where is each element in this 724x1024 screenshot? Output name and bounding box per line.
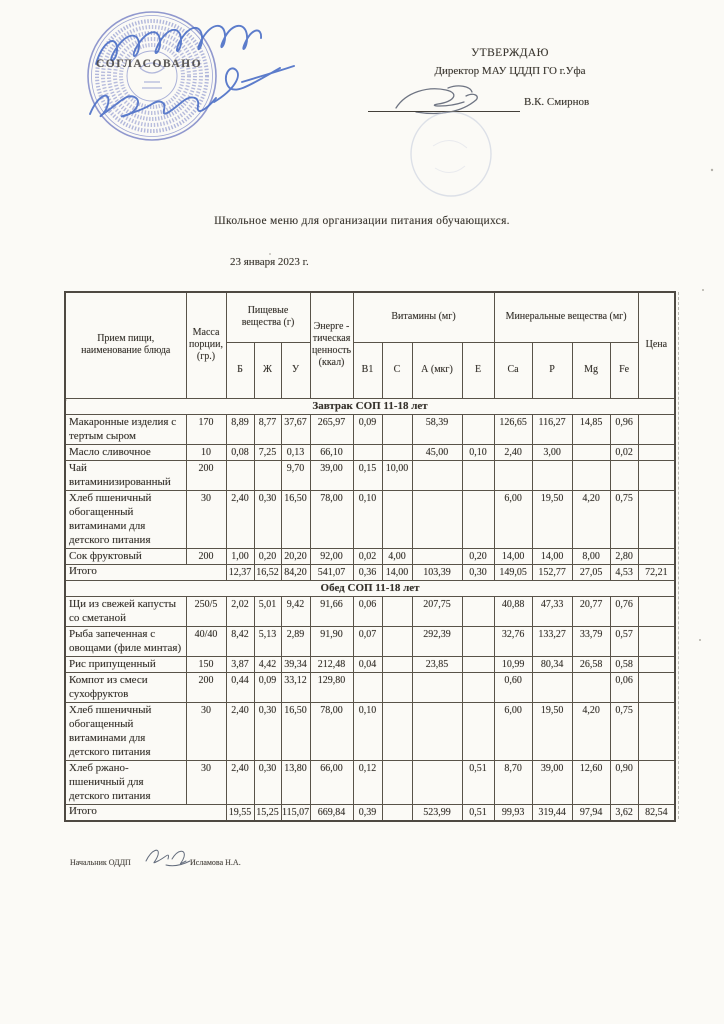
cell-value: 10,99 [494, 656, 532, 672]
col-header-dish: Прием пищи, наименование блюда [65, 292, 186, 398]
cell-value: 40,88 [494, 596, 532, 626]
col-header-carbs: У [281, 342, 310, 398]
cell-value: 0,02 [353, 548, 382, 564]
col-header-fat: Ж [254, 342, 281, 398]
cell-value: 37,67 [281, 414, 310, 444]
total-value: 152,77 [532, 564, 572, 580]
cell-value: 0,58 [610, 656, 638, 672]
cell-value: 0,30 [254, 490, 281, 548]
total-value: 523,99 [412, 804, 462, 821]
cell-value: 45,00 [412, 444, 462, 460]
dish-name: Хлеб пшеничный обогащенный витаминами для детского питания [65, 490, 186, 548]
cell-value: 33,12 [281, 672, 310, 702]
cell-value: 80,34 [532, 656, 572, 672]
cell-value: 0,96 [610, 414, 638, 444]
col-header-b1: В1 [353, 342, 382, 398]
cell-value: 66,10 [310, 444, 353, 460]
total-value: 0,51 [462, 804, 494, 821]
col-group-vitamins: Витамины (мг) [353, 292, 494, 342]
total-value: 3,62 [610, 804, 638, 821]
cell-value: 0,20 [254, 548, 281, 564]
col-header-c: С [382, 342, 412, 398]
document-date: 23 января 2023 г. [230, 256, 309, 268]
cell-value: 78,00 [310, 490, 353, 548]
approve-heading: УТВЕРЖДАЮ [471, 47, 549, 59]
total-value: 16,52 [254, 564, 281, 580]
col-group-nutrients: Пищевые вещества (г) [226, 292, 310, 342]
cell-value: 2,02 [226, 596, 254, 626]
col-header-protein: Б [226, 342, 254, 398]
cell-value: 0,10 [462, 444, 494, 460]
total-value: 19,55 [226, 804, 254, 821]
total-value: 14,00 [382, 564, 412, 580]
cell-value: 2,89 [281, 626, 310, 656]
total-value: 103,39 [412, 564, 462, 580]
total-label: Итого [65, 564, 226, 580]
cell-value: 6,00 [494, 702, 532, 760]
col-header-mass: Масса порции, (гр.) [186, 292, 226, 398]
total-value: 0,39 [353, 804, 382, 821]
cell-value: 0,76 [610, 596, 638, 626]
cell-value: 0,06 [353, 596, 382, 626]
cell-value: 6,00 [494, 490, 532, 548]
total-value: 97,94 [572, 804, 610, 821]
total-value: 0,30 [462, 564, 494, 580]
col-header-price: Цена [638, 292, 675, 398]
cell-value: 3,00 [532, 444, 572, 460]
cell-value: 265,97 [310, 414, 353, 444]
cell-value: 14,00 [532, 548, 572, 564]
cell-value: 91,90 [310, 626, 353, 656]
cell-value: 19,50 [532, 702, 572, 760]
cell-value: 92,00 [310, 548, 353, 564]
total-value: 82,54 [638, 804, 675, 821]
dish-name: Макаронные изделия с тертым сыром [65, 414, 186, 444]
cell-value: 0,09 [353, 414, 382, 444]
cell-value: 0,15 [353, 460, 382, 490]
cell-value: 3,87 [226, 656, 254, 672]
cell-value: 4,42 [254, 656, 281, 672]
cell-value: 200 [186, 548, 226, 564]
cell-value: 5,13 [254, 626, 281, 656]
dish-name: Сок фруктовый [65, 548, 186, 564]
cell-value: 20,77 [572, 596, 610, 626]
cell-value: 0,60 [494, 672, 532, 702]
cell-value: 8,42 [226, 626, 254, 656]
dish-name: Хлеб пшеничный обогащенный витаминами для детского питания [65, 702, 186, 760]
total-value: 72,21 [638, 564, 675, 580]
cell-value: 292,39 [412, 626, 462, 656]
section-title: Завтрак СОП 11-18 лет [65, 398, 675, 414]
cell-value: 0,90 [610, 760, 638, 804]
cell-value: 7,25 [254, 444, 281, 460]
dish-name: Хлеб ржано-пшеничный для детского питания [65, 760, 186, 804]
cell-value: 13,80 [281, 760, 310, 804]
cell-value: 2,40 [226, 760, 254, 804]
cell-value: 212,48 [310, 656, 353, 672]
total-value: 149,05 [494, 564, 532, 580]
cell-value: 0,07 [353, 626, 382, 656]
total-value: 15,25 [254, 804, 281, 821]
cell-value: 30 [186, 702, 226, 760]
cell-value: 8,70 [494, 760, 532, 804]
section-title: Обед СОП 11-18 лет [65, 580, 675, 596]
total-value: 669,84 [310, 804, 353, 821]
col-group-minerals: Минеральные вещества (мг) [494, 292, 638, 342]
cell-value: 20,20 [281, 548, 310, 564]
cell-value: 30 [186, 490, 226, 548]
cell-value: 9,70 [281, 460, 310, 490]
cell-value: 14,85 [572, 414, 610, 444]
cell-value: 4,20 [572, 702, 610, 760]
cell-value: 19,50 [532, 490, 572, 548]
total-value: 319,44 [532, 804, 572, 821]
cell-value: 58,39 [412, 414, 462, 444]
cell-value: 39,00 [532, 760, 572, 804]
agreed-stamp-label: СОГЛАСОВАНО [96, 58, 203, 70]
cell-value: 250/5 [186, 596, 226, 626]
col-header-ca: Ca [494, 342, 532, 398]
cell-value: 66,00 [310, 760, 353, 804]
total-value: 115,07 [281, 804, 310, 821]
dish-name: Рис припущенный [65, 656, 186, 672]
cell-value: 133,27 [532, 626, 572, 656]
cell-value: 126,65 [494, 414, 532, 444]
cell-value: 0,06 [610, 672, 638, 702]
cell-value: 8,77 [254, 414, 281, 444]
cell-value: 200 [186, 672, 226, 702]
cell-value: 32,76 [494, 626, 532, 656]
dish-name: Компот из смеси сухофруктов [65, 672, 186, 702]
col-header-a: А (мкг) [412, 342, 462, 398]
cell-value: 39,00 [310, 460, 353, 490]
cell-value: 16,50 [281, 490, 310, 548]
cell-value: 116,27 [532, 414, 572, 444]
total-label: Итого [65, 804, 226, 821]
cell-value: 2,40 [226, 490, 254, 548]
cell-value: 207,75 [412, 596, 462, 626]
cell-value: 26,58 [572, 656, 610, 672]
col-header-energy: Энерге - тическая ценность (ккал) [310, 292, 353, 398]
dish-name: Рыба запеченная с овощами (филе минтая) [65, 626, 186, 656]
cell-value: 0,04 [353, 656, 382, 672]
cell-value: 0,30 [254, 702, 281, 760]
cell-value: 5,01 [254, 596, 281, 626]
approve-signer-name: В.К. Смирнов [524, 96, 590, 108]
col-header-fe: Fe [610, 342, 638, 398]
cell-value: 12,60 [572, 760, 610, 804]
col-header-e: Е [462, 342, 494, 398]
dish-name: Масло сливочное [65, 444, 186, 460]
cell-value: 0,10 [353, 490, 382, 548]
cell-value: 0,20 [462, 548, 494, 564]
cell-value: 47,33 [532, 596, 572, 626]
cell-value: 2,40 [226, 702, 254, 760]
cell-value: 4,00 [382, 548, 412, 564]
cell-value: 40/40 [186, 626, 226, 656]
cell-value: 0,30 [254, 760, 281, 804]
total-value: 4,53 [610, 564, 638, 580]
cell-value: 0,44 [226, 672, 254, 702]
footer-position-label: Начальник ОДДП [70, 858, 131, 867]
cell-value: 0,75 [610, 702, 638, 760]
cell-value: 8,89 [226, 414, 254, 444]
cell-value: 150 [186, 656, 226, 672]
col-header-p: P [532, 342, 572, 398]
dish-name: Чай витаминизированный [65, 460, 186, 490]
cell-value: 14,00 [494, 548, 532, 564]
total-value: 99,93 [494, 804, 532, 821]
cell-value: 0,09 [254, 672, 281, 702]
total-value: 12,37 [226, 564, 254, 580]
cell-value: 23,85 [412, 656, 462, 672]
cell-value: 30 [186, 760, 226, 804]
cell-value: 9,42 [281, 596, 310, 626]
document-title: Школьное меню для организации питания обучающихся. [214, 215, 510, 227]
approve-director-line: Директор МАУ ЦДДП ГО г.Уфа [434, 65, 586, 77]
cell-value: 33,79 [572, 626, 610, 656]
cell-value: 0,02 [610, 444, 638, 460]
cell-value: 10 [186, 444, 226, 460]
footer-signer-name: Исламова Н.А. [190, 858, 241, 867]
cell-value: 0,57 [610, 626, 638, 656]
dish-name: Щи из свежей капусты со сметаной [65, 596, 186, 626]
cell-value: 0,51 [462, 760, 494, 804]
cell-value: 1,00 [226, 548, 254, 564]
cell-value: 39,34 [281, 656, 310, 672]
cell-value: 2,80 [610, 548, 638, 564]
cell-value: 0,08 [226, 444, 254, 460]
total-value: 84,20 [281, 564, 310, 580]
col-header-mg: Mg [572, 342, 610, 398]
cell-value: 10,00 [382, 460, 412, 490]
total-value: 541,07 [310, 564, 353, 580]
cell-value: 2,40 [494, 444, 532, 460]
total-value: 0,36 [353, 564, 382, 580]
cell-value: 0,75 [610, 490, 638, 548]
cell-value: 78,00 [310, 702, 353, 760]
cell-value: 0,13 [281, 444, 310, 460]
cell-value: 8,00 [572, 548, 610, 564]
cell-value: 0,10 [353, 702, 382, 760]
cell-value: 0,12 [353, 760, 382, 804]
cell-value: 16,50 [281, 702, 310, 760]
cell-value: 4,20 [572, 490, 610, 548]
cell-value: 170 [186, 414, 226, 444]
cell-value: 129,80 [310, 672, 353, 702]
cell-value: 91,66 [310, 596, 353, 626]
total-value: 27,05 [572, 564, 610, 580]
cell-value: 200 [186, 460, 226, 490]
